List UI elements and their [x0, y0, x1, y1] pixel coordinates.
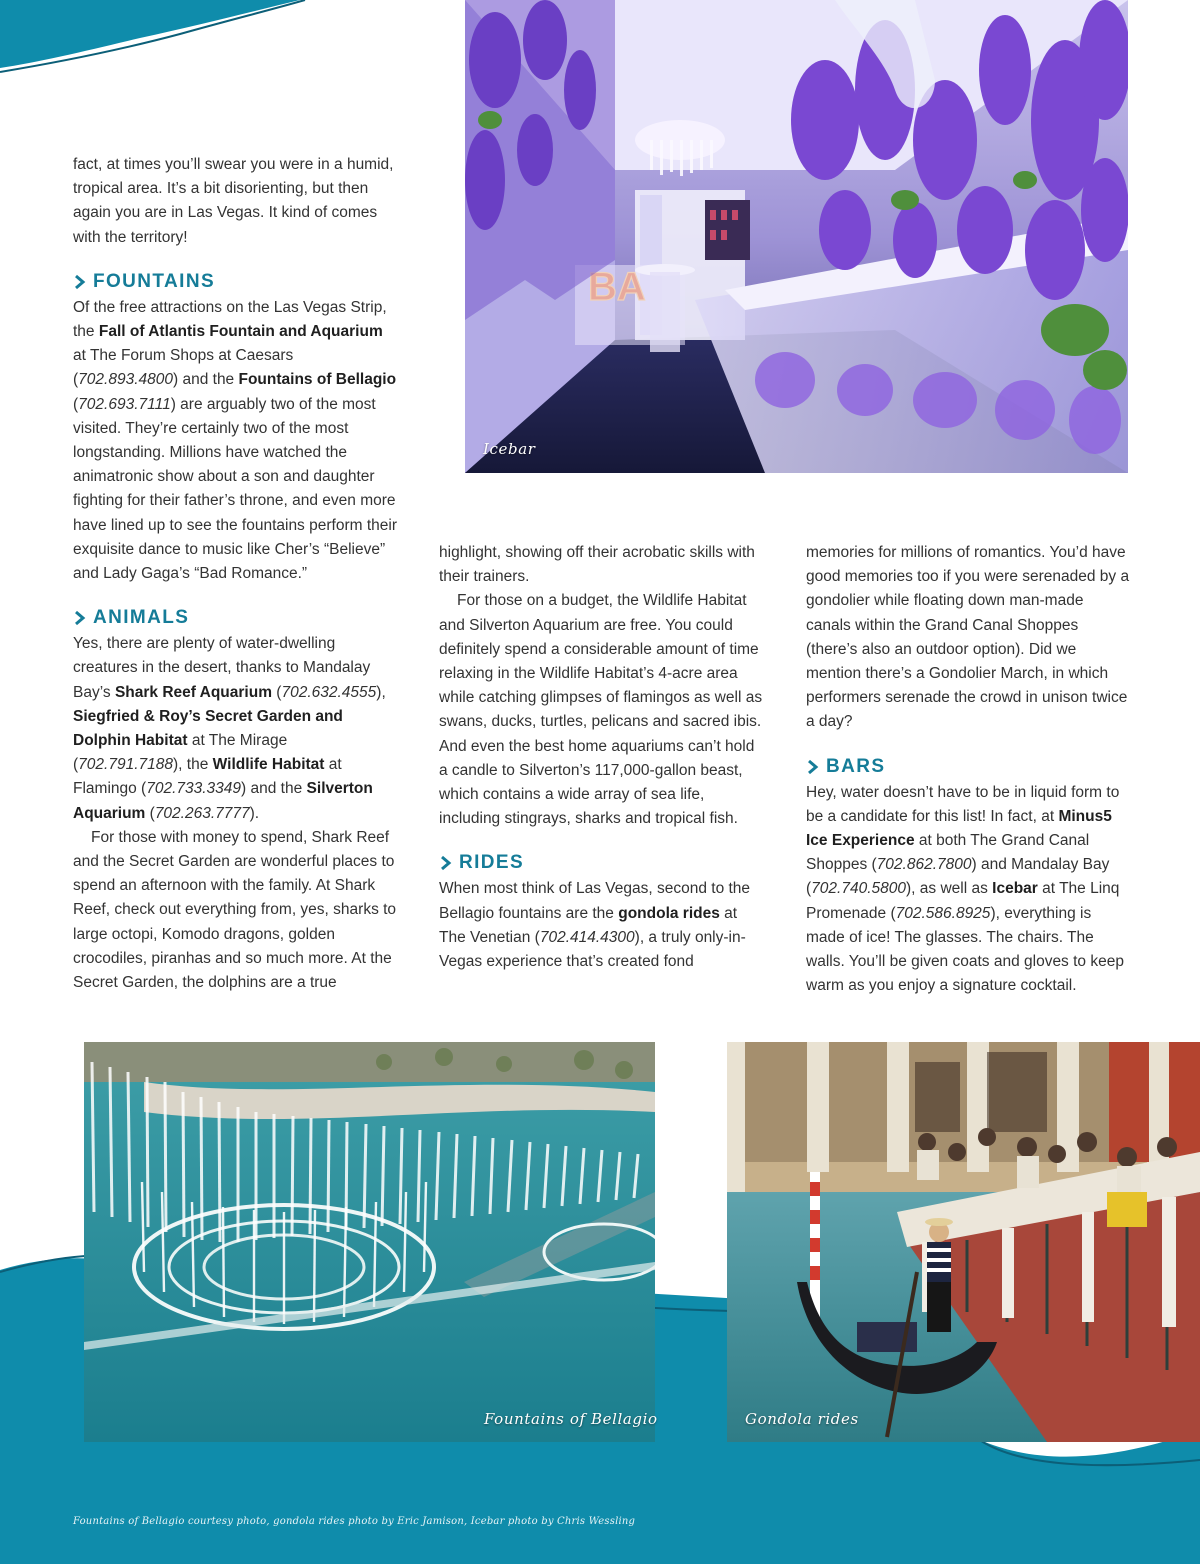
bellagio-fountains-photo — [84, 1042, 655, 1442]
gondola-rides-photo — [727, 1042, 1200, 1442]
column-2 — [439, 541, 765, 974]
phone-number: 702.414.4300 — [539, 928, 635, 946]
budget-paragraph: For those on a budget, the Wildlife Habitat and Silverton Aquarium are free. You could definitely spend a considerable amount of time relaxing in the Wildlife Habitat’s 4-acre area while catching glimpses of flamingos as well as swans, ducks, turtles, pelicans and sacred ibis. And even the best home aquariums can’t hold a candle to Silverton’s 117,000-gallon beast, which contains a wide array of sea life, including stingrays, sharks and tropical fish. — [439, 592, 763, 828]
bars-heading — [806, 755, 1132, 779]
photo-credit: Fountains of Bellagio courtesy photo, gondola rides photo by Eric Jamison, Icebar photo by Chris Wessling — [73, 1516, 636, 1527]
column-1 — [73, 153, 399, 995]
attraction-name: Fall of Atlantis Fountain and Aquarium — [98, 323, 383, 341]
bars-heading-text: BARS — [826, 755, 886, 777]
attraction-name: Siegfried & Roy’s Secret Garden and Dolphin Habitat — [73, 707, 343, 750]
attraction-name: gondola rides — [618, 904, 720, 922]
col2-continuation: highlight, showing off their acrobatic skills with their trainers. — [439, 544, 755, 586]
bars-paragraph: Hey, water doesn’t have to be in liquid form to be a candidate for this list! In fact, at Minus5 Ice Experience at both The Grand Canal Shoppes (702.862.7800) and Mandalay Bay (702.740.5800), as well as Icebar at The Linq Promenade (702.586.8925), everything is made of ice! The glasses. The chairs. The walls. You’ll be given coats and gloves to keep warm as you enjoy a signature cocktail. — [806, 783, 1124, 995]
fountains-heading — [73, 270, 399, 294]
chevron-right-icon — [439, 855, 453, 871]
gondola-caption: Gondola rides — [745, 1410, 859, 1428]
phone-number: 702.791.7188 — [78, 756, 173, 774]
chevron-right-icon — [73, 274, 87, 290]
fountains-paragraph: Of the free attractions on the Las Vegas Strip, the Fall of Atlantis Fountain and Aquarium at The Forum Shops at Caesars (702.893.4800) and the Fountains of Bellagio (702.693.7111) are arguably two of the most visited. They’re certainly two of the most longstanding. Millions have watched the animatronic show about a son and daughter fighting for their father’s throne, and even more have lined up to see the fountains perform their exquisite dance to music like Cher’s “Believe” and Lady Gaga’s “Bad Romance.” — [73, 298, 397, 583]
icebar-caption: Icebar — [483, 440, 536, 458]
attraction-name: Silverton Aquarium — [73, 780, 373, 822]
attraction-name: Icebar — [992, 880, 1038, 898]
chevron-right-icon — [806, 759, 820, 775]
attraction-name: Fountains of Bellagio — [238, 371, 397, 389]
phone-number: 702.740.5800 — [811, 880, 906, 898]
top-left-wave — [0, 0, 300, 68]
phone-number: 702.693.7111 — [78, 395, 171, 413]
bellagio-caption: Fountains of Bellagio — [484, 1410, 658, 1428]
fountains-heading-text: FOUNTAINS — [93, 270, 216, 292]
animals-heading-text: ANIMALS — [93, 607, 190, 629]
money-paragraph: For those with money to spend, Shark Reef and the Secret Garden are wonderful places to spend an afternoon with the family. At Shark Reef, check out everything from, yes, sharks to large octopi, Komodo dragons, golden crocodiles, piranhas and so much more. At the Secret Garden, the dolphins are a true — [73, 828, 397, 992]
col3-continuation: memories for millions of romantics. You’d have good memories too if you were serenaded by a gondolier while floating down man-made canals within the Grand Canal Shoppes (there’s also an outdoor option). Did we mention there’s a Gondolier March, in which performers serenade the crowd in unison twice a day? — [806, 544, 1130, 731]
rides-heading — [439, 851, 765, 875]
phone-number: 702.263.7777 — [154, 804, 250, 822]
rides-heading-text: RIDES — [459, 852, 525, 874]
icebar-photo — [465, 0, 1128, 473]
attraction-name: Shark Reef Aquarium — [114, 683, 272, 701]
animals-heading — [73, 606, 399, 630]
attraction-name: Minus5 Ice Experience — [806, 807, 1112, 850]
rides-paragraph: When most think of Las Vegas, second to the Bellagio fountains are the gondola rides at The Venetian (702.414.4300), a truly only-in-Vegas experience that’s created fond — [439, 880, 751, 971]
animals-paragraph: Yes, there are plenty of water-dwelling creatures in the desert, thanks to Mandalay Bay’s Shark Reef Aquarium (702.632.4555), Siegfried & Roy’s Secret Garden and Dolphin Habitat at The Mirage (702.791.7188), the Wildlife Habitat at Flamingo (702.733.3349) and the Silverton Aquarium (702.263.7777). — [73, 635, 386, 822]
chevron-right-icon — [73, 610, 87, 626]
phone-number: 702.862.7800 — [876, 856, 972, 874]
column-3 — [806, 541, 1132, 998]
phone-number: 702.733.3349 — [146, 780, 242, 798]
col1-intro: fact, at times you’ll swear you were in a humid, tropical area. It’s a bit disorienting, but then again you are in Las Vegas. It kind of comes with the territory! — [73, 156, 394, 246]
attraction-name: Wildlife Habitat — [212, 756, 325, 774]
phone-number: 702.632.4555 — [281, 683, 377, 701]
phone-number: 702.586.8925 — [895, 904, 991, 922]
phone-number: 702.893.4800 — [78, 371, 173, 389]
